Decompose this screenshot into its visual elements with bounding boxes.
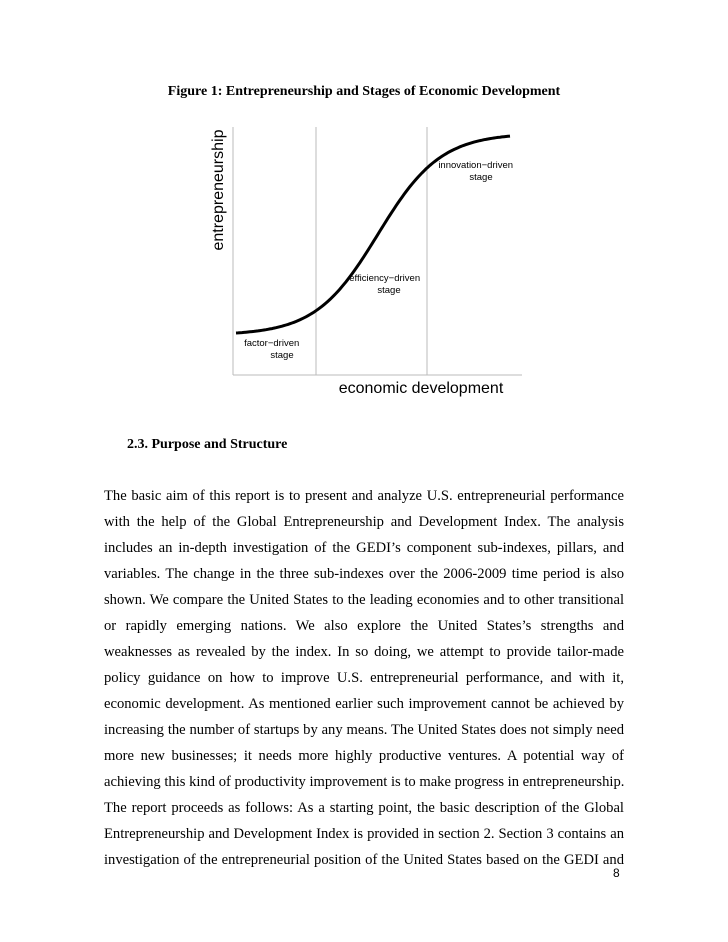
- paragraph-line: investigation of the entrepreneurial position of the United States based on the GEDI and: [104, 852, 624, 868]
- paragraph-line: achieving this kind of productivity improvement is to make progress in entrepreneurship.: [104, 774, 625, 790]
- page-number: 8: [613, 866, 620, 880]
- x-axis-label: economic development: [338, 380, 504, 397]
- paragraph-line: or rapidly emerging nations. We also explore the United States’s strengths and: [104, 618, 624, 634]
- paragraph-line: weaknesses as revealed by the index. In so doing, we attempt to provide tailor-made: [104, 644, 624, 660]
- figure-title: Figure 1: Entrepreneurship and Stages of Economic Development: [167, 84, 561, 99]
- paragraph-line: Entrepreneurship and Development Index is provided in section 2. Section 3 contains an: [104, 826, 624, 842]
- stage-label-efficiency: efficiency−driven stage: [349, 273, 421, 296]
- paragraph-line: increasing the number of startups by any means. The United States does not simply need: [104, 722, 624, 738]
- body-paragraph: [104, 483, 624, 873]
- stage-label-factor: factor−driven stage: [244, 338, 300, 361]
- stage-label-innovation: innovation−driven stage: [438, 160, 514, 183]
- entrepreneurship-figure: [0, 0, 728, 420]
- paragraph-line: more new businesses; it needs more highly productive ventures. A potential way of: [104, 748, 624, 764]
- y-axis-label: entrepreneurship: [210, 129, 227, 251]
- paragraph-line: economic development. As mentioned earlier such improvement cannot be achieved by: [104, 696, 624, 712]
- section-heading: 2.3. Purpose and Structure: [127, 437, 288, 452]
- paragraph-line: policy guidance on how to improve U.S. entrepreneurial performance, and with it,: [104, 670, 624, 686]
- paragraph-line: includes an in-depth investigation of the GEDI’s component sub-indexes, pillars, and: [104, 540, 624, 556]
- paragraph-line: with the help of the Global Entrepreneurship and Development Index. The analysis: [104, 514, 624, 530]
- paragraph-line: The report proceeds as follows: As a starting point, the basic description of the Global: [104, 800, 624, 816]
- paragraph-line: shown. We compare the United States to the leading economies and to other transitional: [104, 592, 624, 608]
- paragraph-line: The basic aim of this report is to present and analyze U.S. entrepreneurial performance: [104, 488, 624, 504]
- paragraph-line: variables. The change in the three sub-indexes over the 2006-2009 time period is also: [104, 566, 624, 582]
